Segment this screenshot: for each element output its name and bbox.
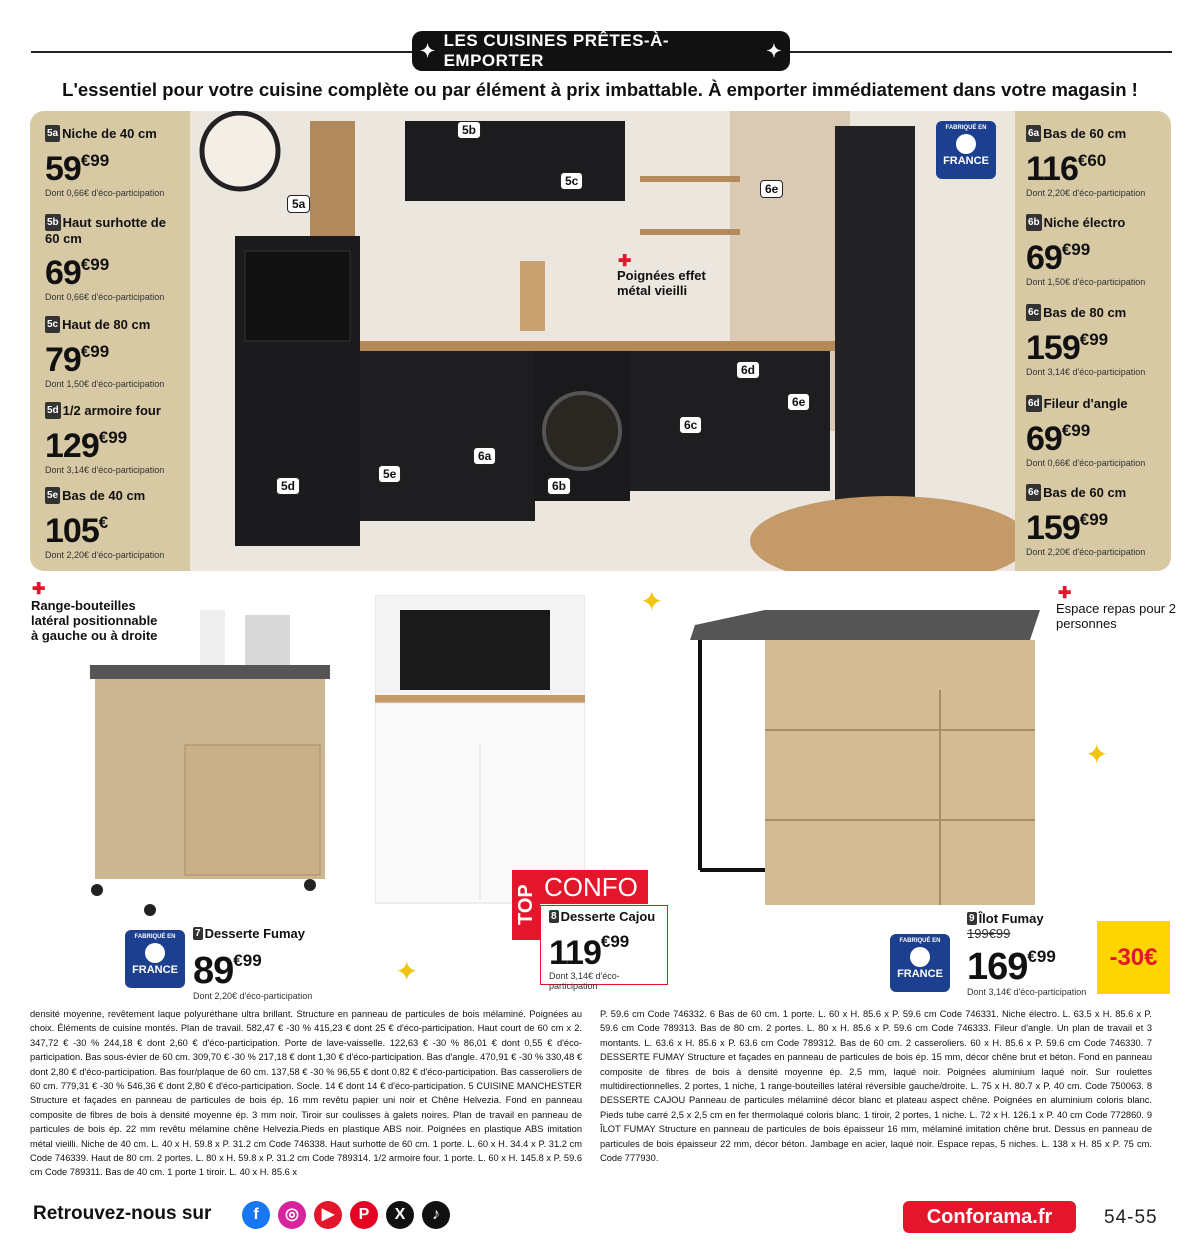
photo-label-5e: 5e <box>378 465 401 483</box>
item-name: Bas de 40 cm <box>62 488 146 503</box>
item-code: 6d <box>1026 395 1042 412</box>
instagram-icon[interactable]: ◎ <box>278 1201 306 1229</box>
item-name: Niche électro <box>1043 215 1126 230</box>
item-cents: €99 <box>98 428 128 447</box>
desserte-fumay-price-block <box>193 926 312 1001</box>
x-icon[interactable]: X <box>386 1201 414 1229</box>
item-price: 159 <box>1026 509 1080 547</box>
page-numbers: 54-55 <box>1104 1207 1158 1228</box>
price-item-6a <box>1026 125 1166 198</box>
kitchen-illustration <box>190 111 1015 571</box>
pinterest-icon[interactable]: P <box>350 1201 378 1229</box>
item-eco: Dont 1,50€ d'éco-participation <box>1026 277 1146 287</box>
price-item-6e <box>1026 484 1166 557</box>
badge-line1: FABRIQUÉ EN <box>945 125 987 131</box>
flag-icon <box>910 947 930 967</box>
product-name: Desserte Cajou <box>560 909 656 924</box>
item-price: 129 <box>45 427 99 465</box>
item-code: 5e <box>45 487 60 504</box>
bottle-rack-note: Range-bouteilles latéral positionnable à gauche ou à droite <box>31 598 158 643</box>
page-subtitle: L'essentiel pour votre cuisine complète ou par élément à prix imbattable. À emporter immédiatement dans votre magasin ! <box>62 79 1138 100</box>
product-cents: €99 <box>233 951 262 970</box>
item-eco: Dont 0,66€ d'éco-participation <box>45 292 165 302</box>
youtube-icon[interactable]: ▶ <box>314 1201 342 1229</box>
item-cents: €99 <box>80 255 110 274</box>
badge-line1: FABRIQUÉ EN <box>899 938 941 944</box>
item-eco: Dont 2,20€ d'éco-participation <box>45 550 165 560</box>
item-cents: €99 <box>1079 330 1109 349</box>
badge-line2: FRANCE <box>943 155 989 167</box>
confo-badge: CONFO <box>540 870 648 904</box>
sparkle-icon: ✦ <box>766 40 782 61</box>
header-rule-left <box>31 51 416 53</box>
photo-label-6c: 6c <box>679 416 702 434</box>
item-eco: Dont 2,20€ d'éco-participation <box>1026 547 1146 557</box>
photo-label-5a: 5a <box>287 195 310 213</box>
discount-badge: -30€ <box>1097 921 1170 994</box>
conforama-site-link[interactable]: Conforama.fr <box>903 1201 1076 1233</box>
price-item-5c <box>45 316 215 389</box>
item-name: Bas de 60 cm <box>1043 485 1127 500</box>
item-eco: Dont 0,66€ d'éco-participation <box>1026 458 1146 468</box>
item-name: 1/2 armoire four <box>62 403 161 418</box>
product-eco: Dont 3,14€ d'éco-participation <box>549 971 620 991</box>
item-name: Haut surhotte de 60 cm <box>45 215 166 246</box>
photo-label-5c: 5c <box>560 172 583 190</box>
photo-label-6e: 6e <box>787 393 810 411</box>
product-name: Desserte Fumay <box>204 926 306 941</box>
item-cents: € <box>98 513 109 532</box>
sparkle-icon: ✦ <box>420 40 436 61</box>
item-eco: Dont 2,20€ d'éco-participation <box>1026 188 1146 198</box>
item-name: Bas de 80 cm <box>1043 305 1127 320</box>
desserte-fumay-image <box>85 585 335 920</box>
section-banner <box>412 31 790 71</box>
flag-icon <box>145 943 165 963</box>
item-cents: €99 <box>80 342 110 361</box>
item-code: 6c <box>1026 304 1041 321</box>
item-eco: Dont 3,14€ d'éco-participation <box>45 465 165 475</box>
product-number: 8 <box>551 911 557 922</box>
ilot-fumay-image <box>690 610 1040 915</box>
item-name: Niche de 40 cm <box>62 126 157 141</box>
top-badge: TOP <box>512 870 540 940</box>
item-code: 5a <box>45 125 60 142</box>
plus-icon: ✚ <box>32 581 46 598</box>
product-name: Îlot Fumay <box>978 911 1044 926</box>
item-cents: €60 <box>1077 151 1107 170</box>
price-item-5b <box>45 214 175 302</box>
item-code: 5d <box>45 402 61 419</box>
item-name: Haut de 80 cm <box>62 317 151 332</box>
sparkle-icon: ✦ <box>1085 739 1109 770</box>
photo-label-6d: 6d <box>736 361 760 379</box>
photo-label-5d: 5d <box>276 477 300 495</box>
facebook-icon[interactable]: f <box>242 1201 270 1229</box>
item-eco: Dont 3,14€ d'éco-participation <box>1026 367 1146 377</box>
product-number: 9 <box>969 913 975 924</box>
price-item-6d <box>1026 395 1166 468</box>
photo-label-6b: 6b <box>547 477 571 495</box>
flag-icon <box>956 134 976 154</box>
item-name: Fileur d'angle <box>1043 396 1128 411</box>
item-price: 69 <box>1026 239 1062 277</box>
item-name: Bas de 60 cm <box>1043 126 1127 141</box>
item-code: 5b <box>45 214 61 231</box>
product-price: 169 <box>967 946 1028 988</box>
item-price: 79 <box>45 341 81 379</box>
item-price: 159 <box>1026 329 1080 367</box>
plus-icon: ✚ <box>618 253 632 270</box>
item-cents: €99 <box>1061 421 1091 440</box>
badge-line1: FABRIQUÉ EN <box>134 934 176 940</box>
tiktok-icon[interactable]: ♪ <box>422 1201 450 1229</box>
item-cents: €99 <box>1079 510 1109 529</box>
item-code: 6a <box>1026 125 1041 142</box>
item-price: 59 <box>45 150 81 188</box>
price-item-5a <box>45 125 215 198</box>
product-cents: €99 <box>1027 947 1056 966</box>
price-item-6c <box>1026 304 1166 377</box>
made-in-france-badge <box>890 934 950 992</box>
item-code: 5c <box>45 316 60 333</box>
item-cents: €99 <box>80 151 110 170</box>
item-cents: €99 <box>1061 240 1091 259</box>
plus-icon: ✚ <box>1058 585 1072 602</box>
description-left: densité moyenne, revêtement laque polyuréthane ultra brillant. Structure en panneau de particules de bois mélaminé. Poignées au choix. Éléments de cuisine montés. Plan de travail. 582,47 € -30 % 415,23 € dont 25 € d'éco-participation. Haut court de 60 cm x 2. 347,72 € -30 % 244,18 € dont 2,60 € d'éco-participation. Porte de lave-vaisselle. 122,63 € -30 % 86,01 € dont 0,55 € d'éco-participation. Bas sous-évier de 60 cm. 309,70 € -30 % 217,18 € dont 1,30 € d'éco-participation. Bas d'angle. 470,91 € -30 % 330,48 € dont 2,80 € d'éco-participation. Bas four/plaque de 60 cm. 137,58 € -30 % 96,55 € dont 0,82 € d'éco-participation. Bas casseroliers de 60 cm. 779,31 € -30 % 546,36 € dont 2,80 € d'éco-participation. Socle. 14 € dont 14 € d'éco-participation. 5 CUISINE MANCHESTER Structure et façades en panneau de particules de bois ép. 16 mm revêtu papier uni noir et Chêne Helvezia. Fond en panneau composite de fibres de bois à densité moyenne ép. 3 mm noir. Tiroir sur coulisses à galets noires. Plan de travail en panneau de particules de bois ép. 22 mm revêtu mélamine chêne Helvezia.Pieds en plastique ABS noir. Poignées en plastique ABS imitation métal vieilli. Niche de 40 cm. L. 40 x H. 59.8 x P. 31.2 cm Code 746338. Haut surhotte de 60 cm. 1 porte. L. 60 x H. 34.4 x P. 31.2 cm Code 746339. Haut de 80 cm. 2 portes. L. 80 x H. 59.8 x P. 31.2 cm Code 789314. 1/2 armoire four. 1 porte. L. 60 x H. 145.8 x P. 59.6 cm Code 789311. Bas de 40 cm. 1 porte 1 tiroir. L. 40 x H. 85.6 x <box>30 1009 582 1178</box>
badge-line2: FRANCE <box>132 964 178 976</box>
old-price: 199€99 <box>967 926 1011 941</box>
price-item-6b <box>1026 214 1166 287</box>
follow-us-text: Retrouvez-nous sur <box>33 1203 212 1224</box>
price-item-5d <box>45 402 215 475</box>
desserte-cajou-price-block <box>540 905 668 991</box>
photo-label-6a: 6a <box>473 447 496 465</box>
item-price: 69 <box>45 254 81 292</box>
sparkle-icon: ✦ <box>395 956 419 987</box>
product-price: 89 <box>193 950 234 992</box>
item-code: 6e <box>1026 484 1041 501</box>
item-price: 116 <box>1026 150 1078 188</box>
photo-label-6e: 6e <box>760 180 783 198</box>
product-eco: Dont 2,20€ d'éco-participation <box>193 991 313 1001</box>
photo-label-5b: 5b <box>457 121 481 139</box>
handles-note: Poignées effet métal vieilli <box>617 268 706 298</box>
header-rule-right <box>786 51 1172 53</box>
ilot-fumay-price-block <box>967 911 1086 997</box>
product-cents: €99 <box>600 932 630 951</box>
item-eco: Dont 1,50€ d'éco-participation <box>45 379 165 389</box>
description-right: P. 59.6 cm Code 746332. 6 Bas de 60 cm. 1 porte. L. 60 x H. 85.6 x P. 59.6 cm Code 746331. Niche électro. L. 63.5 x H. 85.6 x P. 59.6 cm Code 789313. Bas de 80 cm. 2 portes. L. 80 x H. 85.6 x P. 59.6 cm Code 746333. Fileur d'angle. Un plan de travail et 3 montants. L. 63.6 x H. 85.6 x P. 63.6 cm Code 789312. Bas de 60 cm. 2 casseroliers. 60 x H. 85.6 x P. 59.6 cm Code 746330. 7 DESSERTE FUMAY Structure et façades en panneau de particules de bois ép. 15 mm, décor chêne brut et béton. Fond en panneau composite de fibres de bois à densité moyenne ép. 2.5 mm, laqué noir. Poignées aluminium laqué noir. Sur roulettes multidirectionnelles. 2 portes, 1 niche, 1 range-bouteilles latéral réversible gauche/droite. L. 75 x H. 80.7 x P. 40 cm. Code 750063. 8 DESSERTE CAJOU Panneau de particules mélaminé décor blanc et plateau aspect chêne. Poignées en aluminium coloris blanc. Pieds tube carré 2,5 x 2,5 cm en fer thermolaqué coloris blanc. 1 tiroir, 2 portes, 1 niche. L. 72 x H. 126.1 x P. 40 cm Code 772860. 9 ÎLOT FUMAY Structure en panneau de particules de bois épaisseur 16 mm, mélaminé imitation chêne brut. Dessus en panneau de particules de bois épaisseur 22 mm, décor béton. Jambage en acier, laqué noir. Espace repas, 5 niches. L. 138 x H. 85 x P. 75 cm. Code 777930. <box>600 1009 1152 1164</box>
made-in-france-badge <box>125 930 185 988</box>
dining-note: Espace repas pour 2 personnes <box>1056 601 1176 631</box>
kitchen-photo <box>190 111 1015 571</box>
item-eco: Dont 0,66€ d'éco-participation <box>45 188 165 198</box>
item-price: 69 <box>1026 420 1062 458</box>
product-eco: Dont 3,14€ d'éco-participation <box>967 987 1087 997</box>
product-number: 7 <box>195 928 201 939</box>
banner-title: LES CUISINES PRÊTES-À-EMPORTER <box>443 31 670 70</box>
item-code: 6b <box>1026 214 1042 231</box>
item-price: 105 <box>45 512 99 550</box>
product-price: 119 <box>549 934 601 972</box>
price-item-5e <box>45 487 215 560</box>
sparkle-icon: ✦ <box>640 586 664 617</box>
made-in-france-badge <box>936 121 996 179</box>
badge-line2: FRANCE <box>897 968 943 980</box>
